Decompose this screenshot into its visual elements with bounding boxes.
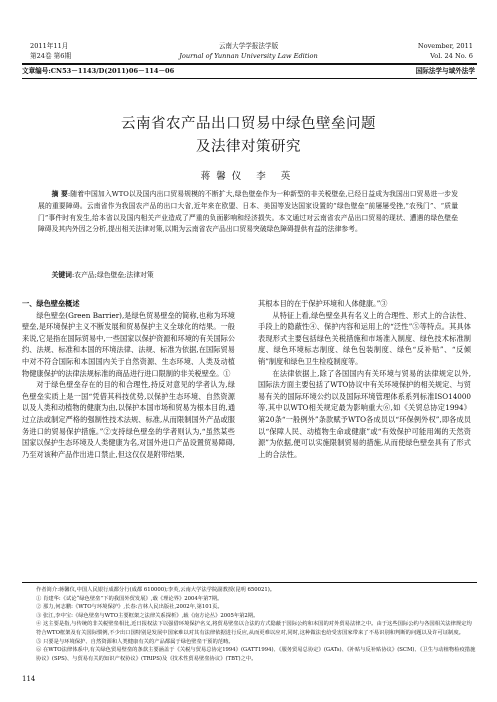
paragraph: 其根本目的在于保护环境和人体健康。”③	[258, 299, 388, 308]
page-number: 114	[22, 675, 36, 683]
body-right-column	[258, 298, 471, 460]
body-left-column	[22, 298, 235, 460]
section-heading: 一、绿色壁垒概述	[22, 299, 80, 308]
paragraph: 对于绿色壁垒存在的目的和合理性,持反对意见的学者认为,绿色壁垒实质上是一国“凭借其科技优势,以保护生态环境、自然资源以及人类和动植物的健康为由,以保护本国市场和贸易为根本目的,通过立法或制定严格的强制性技术法规、标准,从而限制国外产品或服务进口的贸易保护措施。”②支持绿色壁垒的学者则认为,“虽然某些国家以保护生态环境及人类健康为名,对国外进口产品设置贸易障碍,乃至对该种产品作出进口禁止,但这仅仅是附带结果,	[22, 380, 236, 459]
header-rule-bottom	[22, 78, 477, 79]
paragraph: 从特征上看,绿色壁垒具有名义上的合理性、形式上的合法性、手段上的隐蔽性④、保护内容和运用上的“泛性”⑤等特点。其具体表现形式主要包括绿色关税措施和市场准入制度、绿色技术标准制度、绿色环境标志制度、绿色包装制度、绿色“反补贴”、“反倾销”制度和绿色卫生检疫制度等。	[258, 310, 471, 366]
article-code: 文章编号:CN53－1143/D(2011)06－114－06	[22, 67, 175, 75]
keywords-label: 关键词	[51, 271, 72, 279]
footnotes	[22, 586, 477, 663]
keywords	[38, 270, 458, 282]
footnote: ④ 这主要是指,与传统的非关税壁垒相比,近日报权法下以强借环境保护名义,将贸易壁垒以合法的方式隐蔽于国际公约和本国的对外贸易法律之中。由于这些国际公约与各国相关法律规定均符合WTO框架及有关国际惯例,不少出口国特别是发展中国家难以对其有法律依据进行反应,从而更难以应对,同时,这种做法也给受害国家带来了不易识别和判断的问题以及许可证制度。	[36, 621, 472, 636]
header-issue-cn: 第24卷 第6期	[30, 52, 72, 60]
footnote: ① 肖建华:《试论“绿色壁垒”下的我国外贸发展》,载《理论界》2004年第7期。	[36, 595, 223, 602]
authors: 蒋馨仪 李 英	[200, 171, 297, 182]
paragraph: 在法律依据上,除了各国国内有关环境与贸易的法律规定以外,国际法方面主要包括了WTO协议中有关环境保护的相关规定、与贸易有关的国际环境公约以及国际环境管理体系系列标准ISO14000等,其中以WTO相关规定最为影响重大⑥,如《关贸总协定1994》第20条“一般例外”条款赋予WTO各成员以“环保例外权”,即各成员以“保障人民、动植物生命或健康”或“有效保护可能用竭的天然资源”为依据,便可以实施限制贸易的措施,从而使绿色壁垒具有了形式上的合法性。	[258, 368, 471, 459]
header-journal-en: Journal of Yunnan University Law Edition	[179, 52, 318, 60]
abstract-label: 摘 要	[51, 190, 68, 198]
footnote: ⑥ 在WTO法律体系中,有关绿色贸易壁垒的条款主要涵盖于《关税与贸易总协定1994》(GATT1994)、《服务贸易总协定》(GATs)、《补贴与反补贴协议》(SCM)、《卫生与动植物检疫措施协议》(SPS)、与贸易有关的知识产权协议》(TRIPS)及《技术性贸易壁垒协议》(TBT)之中。	[36, 647, 476, 662]
keywords-text: :农产品;绿色壁垒;法律对策	[71, 271, 154, 279]
footnote: ② 那力,何志鹏:《WTO与环境保护》,长春:吉林人民出版社,2002年,第101页。	[36, 604, 223, 611]
footnote-rule	[22, 582, 477, 583]
header-date-cn: 2011年11月	[30, 42, 69, 50]
header-issue-en: Vol. 24 No. 6	[430, 52, 473, 60]
header-date-en: November, 2011	[417, 42, 473, 50]
article-title-line1: 云南省农产品出口贸易中绿色壁垒问题	[121, 116, 376, 132]
paragraph: 绿色壁垒(Green Barrier),是绿色贸易壁垒的简称,也称为环境壁垒,是环境保护主义不断发展和贸易保护主义全球化的结果。一般来说,它是指在国际贸易中,一些国家以保护资源和环境的有关国际公约、法规、标准和本国的环境法律、法规、标准为依据,在国际贸易中对不符合国际和本国国内关于自然资源、生态环境、人类及动植物健康保护的法律法规标准的商品进行进口限制的非关税壁垒。①	[22, 310, 236, 378]
article-title-line2: 及法律对策研究	[196, 139, 301, 155]
header-journal-cn: 云南大学学报法学版	[218, 42, 279, 50]
footnote: ③ 张江,李中宝:《绿色壁垒与WTO主要框架之法律关系探析》,载《南方论丛》2005年第2期。	[36, 612, 259, 619]
footnote: 作者简介:蒋馨仪,中国人民银行成都分行(成都 610000);李英,云南大学法学院副教授(昆明 650021)。	[36, 587, 276, 593]
section-label: 国际法学与域外法学	[415, 67, 475, 75]
abstract-text: :随着中国加入WTO以及国内出口贸易规模的不断扩大,绿色壁垒作为一种新型的非关税壁垒,已经日益成为我国出口贸易进一步发展的重要障碍。云南省作为我国农产品的出口大省,近年来在欧盟、日本、美国等发达国家设置的“绿色壁垒”前屡屡受挫,“农残门”、“质量门”事件时有发生,给本省以及国内相关产业造成了严重的负面影响和经济损失。本文通过对云南省农产品出口贸易的现状、遭遇的绿色壁垒障碍及其内外因之分析,提出相关法律对策,以期为云南省农产品出口贸易突破绿色障碍提供有益的法律参考。	[38, 190, 458, 234]
header-rule-top	[22, 63, 477, 65]
footnote: ⑤ 只要是与环境保护、自然资源和人类健康有关的产品都属于绿色壁垒干预的范畴。	[36, 638, 234, 645]
abstract	[38, 189, 458, 236]
